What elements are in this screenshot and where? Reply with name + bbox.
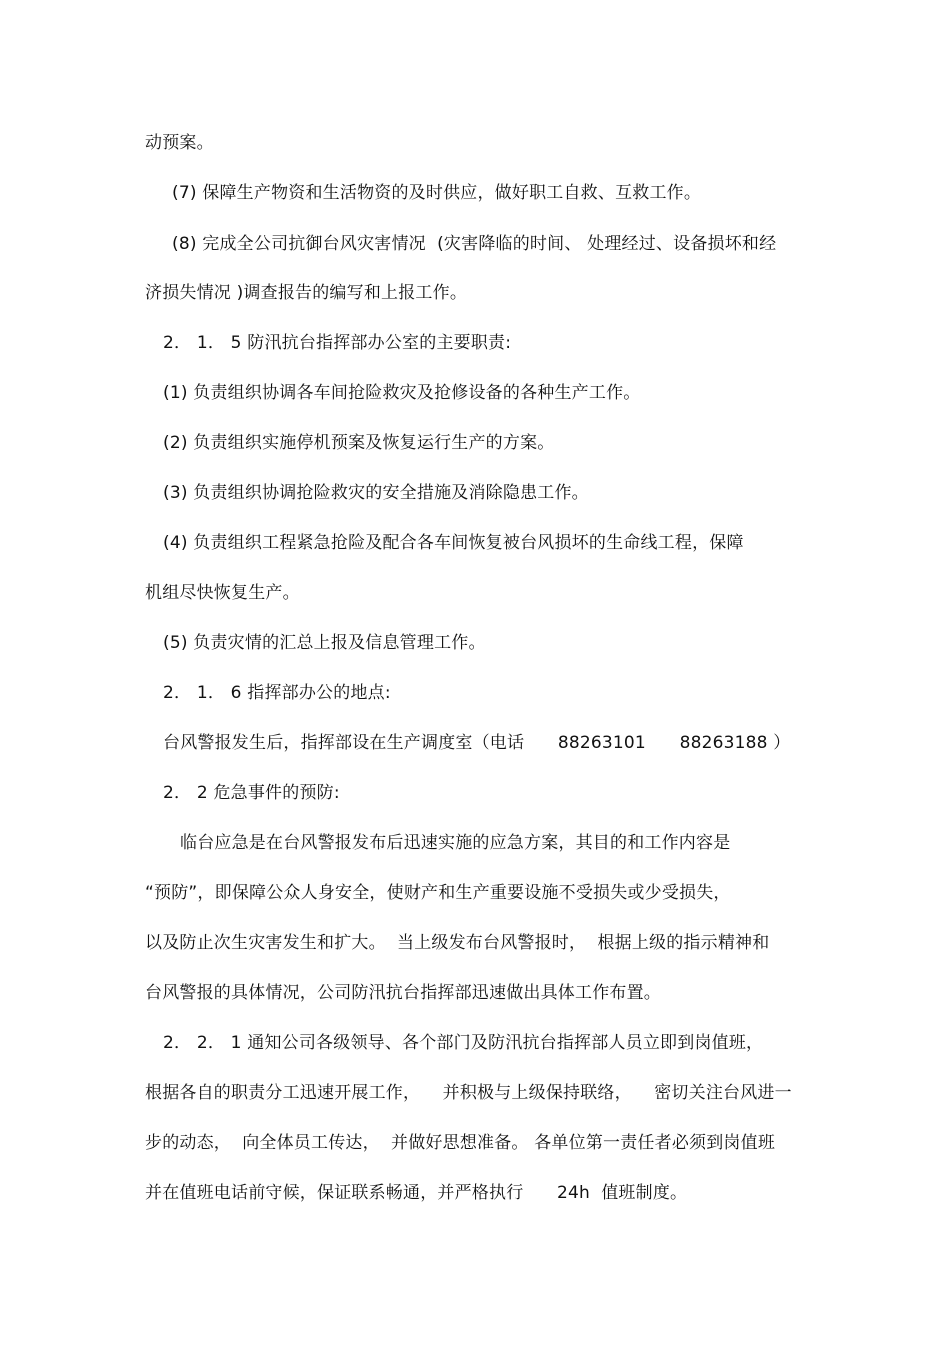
text-line: 以及防止次生灾害发生和扩大。 当上级发布台风警报时， 根据上级的指示精神和: [145, 933, 770, 953]
list-item: (3) 负责组织协调抢险救灾的安全措施及消除隐患工作。: [163, 483, 589, 503]
text-line: 机组尽快恢复生产。: [145, 583, 300, 603]
list-item: (1) 负责组织协调各车间抢险救灾及抢修设备的各种生产工作。: [163, 383, 641, 403]
text-line: 台风警报的具体情况，公司防汛抗台指挥部迅速做出具体工作布置。: [145, 983, 661, 1003]
text-line: 步的动态， 向全体员工传达， 并做好思想准备。 各单位第一责任者必须到岗值班: [145, 1133, 776, 1153]
list-item: (2) 负责组织实施停机预案及恢复运行生产的方案。: [163, 433, 555, 453]
section-heading: 2． 1． 6 指挥部办公的地点:: [163, 683, 391, 703]
text-line: 临台应急是在台风警报发布后迅速实施的应急方案，其目的和工作内容是: [180, 833, 731, 853]
text-line: “预防”，即保障公众人身安全，使财产和生产重要设施不受损失或少受损失，: [145, 883, 731, 903]
text-line: 台风警报发生后，指挥部设在生产调度室（电话 88263101 88263188 ）: [163, 733, 791, 753]
list-item: (4) 负责组织工程紧急抢险及配合各车间恢复被台风损坏的生命线工程，保障: [163, 533, 744, 553]
list-item: (8) 完成全公司抗御台风灾害情况 (灾害降临的时间、 处理经过、设备损坏和经: [172, 234, 777, 254]
text-line: 根据各自的职责分工迅速开展工作， 并积极与上级保持联络， 密切关注台风进一: [145, 1083, 792, 1103]
list-item: (7) 保障生产物资和生活物资的及时供应，做好职工自救、互救工作。: [172, 183, 702, 203]
section-heading: 2． 2． 1 通知公司各级领导、各个部门及防汛抗台指挥部人员立即到岗值班，: [163, 1033, 764, 1053]
section-heading: 2． 1． 5 防汛抗台指挥部办公室的主要职责:: [163, 333, 512, 353]
list-item: (5) 负责灾情的汇总上报及信息管理工作。: [163, 633, 486, 653]
text-line: 动预案。: [145, 133, 214, 153]
section-heading: 2． 2 危急事件的预防:: [163, 783, 340, 803]
text-line: 并在值班电话前守候，保证联系畅通，并严格执行 24h 值班制度。: [145, 1183, 688, 1203]
text-line: 济损失情况 )调查报告的编写和上报工作。: [145, 283, 468, 303]
